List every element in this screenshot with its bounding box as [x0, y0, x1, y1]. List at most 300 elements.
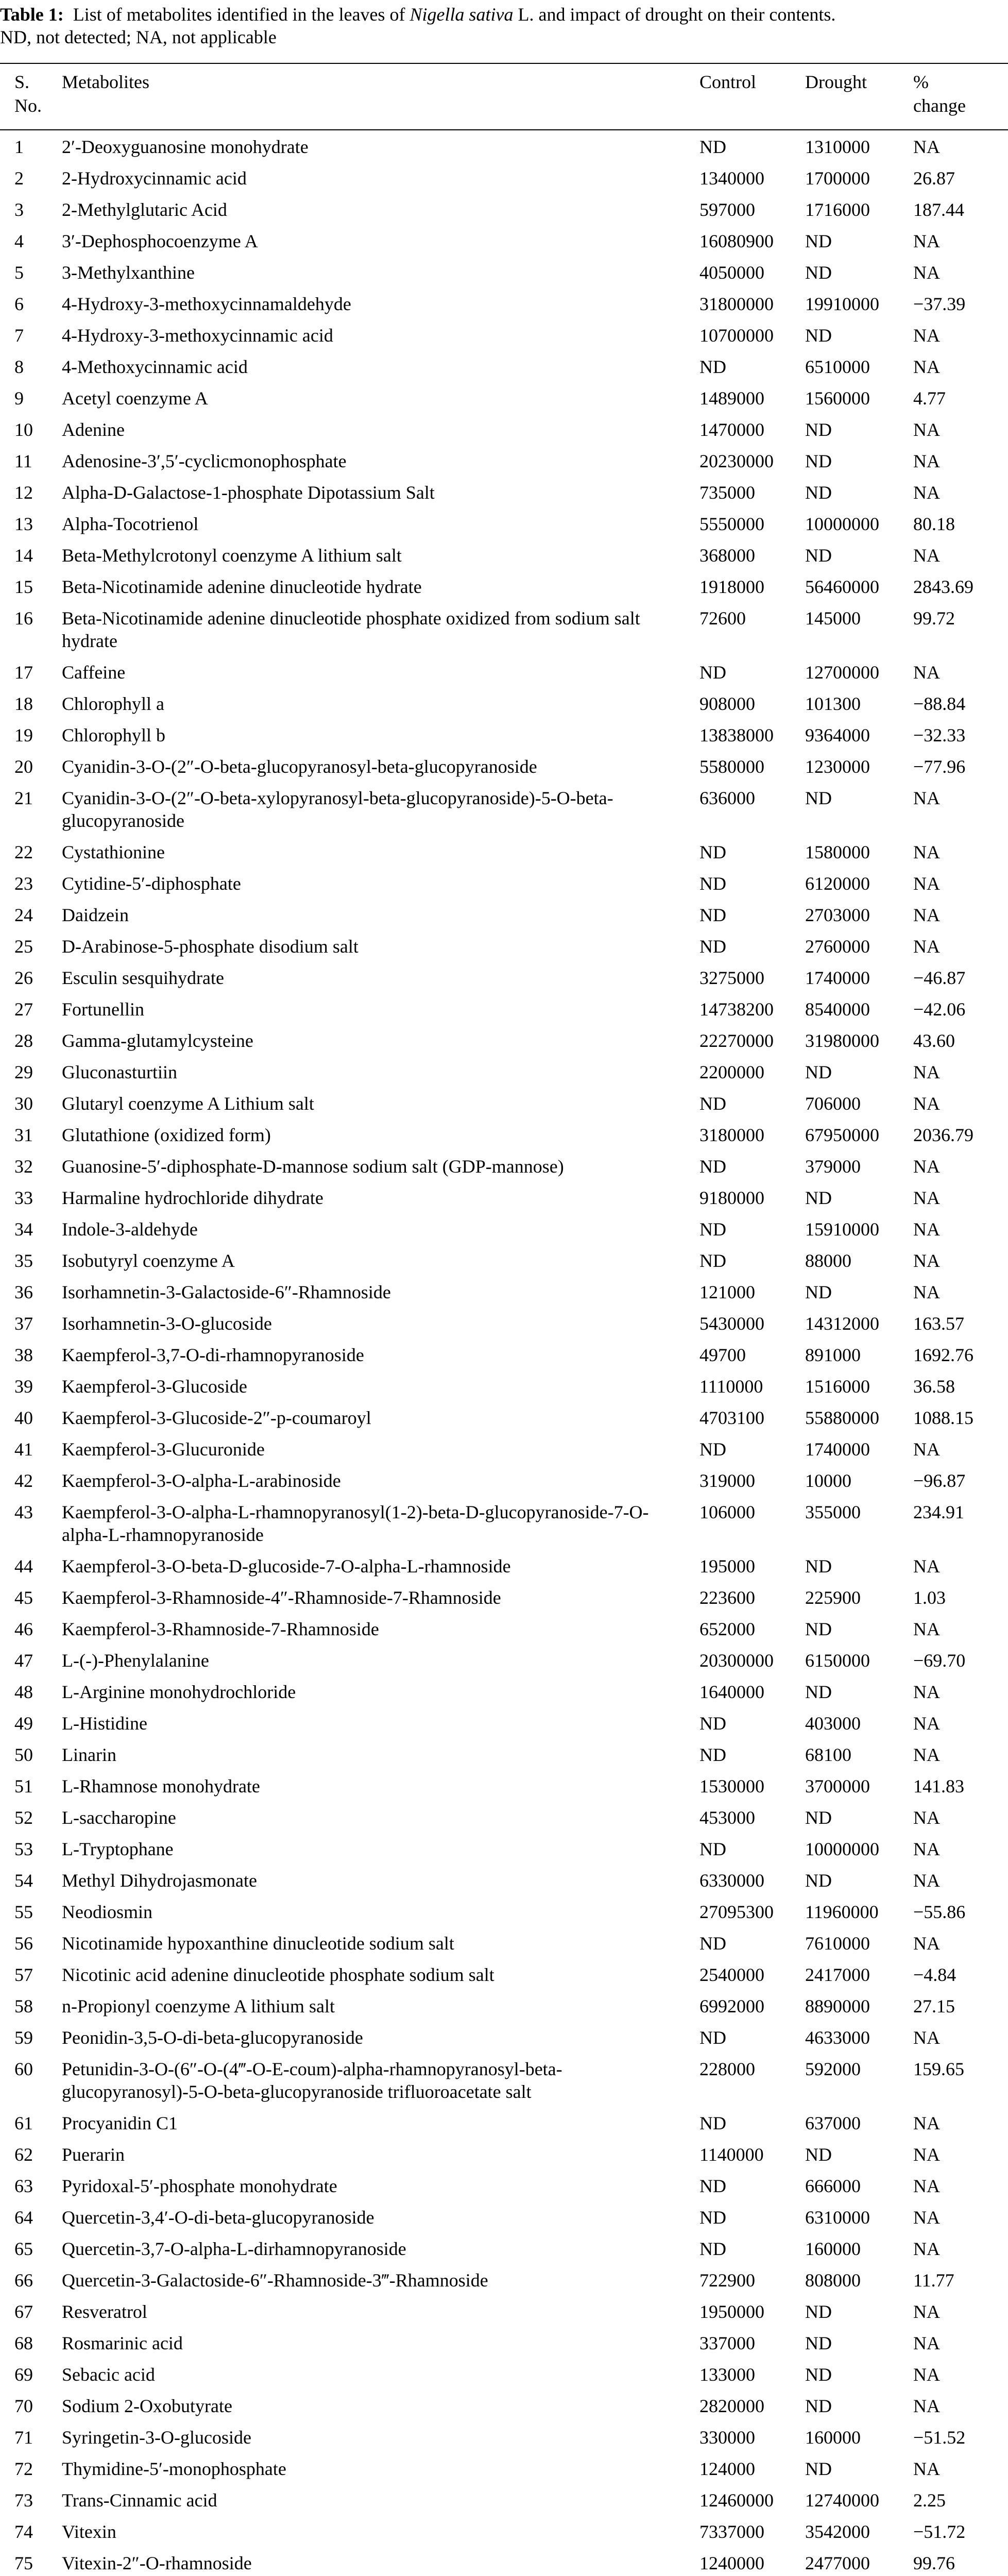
drought-value: 6510000 — [805, 357, 870, 377]
table-row — [0, 1929, 1008, 1961]
table-row — [0, 2141, 1008, 2172]
control-value: ND — [699, 1219, 726, 1240]
percent-change: NA — [913, 1807, 940, 1828]
row-number: 12 — [14, 482, 33, 503]
control-value: 121000 — [699, 1282, 755, 1302]
drought-value: ND — [805, 1807, 832, 1828]
control-value: ND — [699, 842, 726, 862]
drought-value: 6120000 — [805, 873, 870, 894]
control-value: 7337000 — [699, 2521, 764, 2542]
percent-change: −69.70 — [913, 1650, 966, 1671]
row-number: 53 — [14, 1839, 33, 1859]
row-number: 75 — [14, 2553, 33, 2573]
metabolite-name: Syringetin-3-O-glucoside — [62, 2427, 251, 2448]
table-row — [0, 1772, 1008, 1804]
percent-change: −46.87 — [913, 968, 966, 988]
metabolite-name: Cystathionine — [62, 842, 165, 862]
percent-change: NA — [913, 262, 940, 283]
metabolite-name: D-Arabinose-5-phosphate disodium salt — [62, 936, 358, 957]
row-number: 3 — [14, 199, 24, 220]
control-value: 1640000 — [699, 1682, 764, 1702]
drought-value: 403000 — [805, 1713, 861, 1734]
table-row — [0, 1435, 1008, 1467]
drought-value: 15910000 — [805, 1219, 879, 1240]
drought-value: ND — [805, 2396, 832, 2416]
header-change: % change — [913, 72, 966, 116]
row-number: 70 — [14, 2396, 33, 2416]
table-row — [0, 1898, 1008, 1929]
row-number: 40 — [14, 1408, 33, 1428]
drought-value: 1740000 — [805, 968, 870, 988]
row-number: 13 — [14, 514, 33, 534]
metabolite-name: L-Rhamnose monohydrate — [62, 1776, 260, 1797]
metabolite-name: Linarin — [62, 1744, 116, 1765]
row-number: 35 — [14, 1250, 33, 1271]
percent-change: NA — [913, 1839, 940, 1859]
table-row — [0, 384, 1008, 416]
table-row — [0, 353, 1008, 384]
metabolite-name: Pyridoxal-5′-phosphate monohydrate — [62, 2176, 337, 2196]
metabolite-name: Esculin sesquihydrate — [62, 968, 224, 988]
row-number: 48 — [14, 1682, 33, 1702]
table-row — [0, 964, 1008, 995]
percent-change: NA — [913, 2333, 940, 2353]
table-row — [0, 164, 1008, 196]
row-number: 14 — [14, 545, 33, 566]
row-number: 58 — [14, 1996, 33, 2016]
control-value: 16080900 — [699, 231, 774, 251]
drought-value: ND — [805, 2144, 832, 2165]
row-number: 44 — [14, 1556, 33, 1577]
row-number: 29 — [14, 1062, 33, 1082]
control-value: 228000 — [699, 2059, 755, 2079]
metabolite-name: L-saccharopine — [62, 1807, 176, 1828]
control-value: 72600 — [699, 608, 746, 629]
control-value: 330000 — [699, 2427, 755, 2448]
percent-change: NA — [913, 2364, 940, 2385]
percent-change: 43.60 — [913, 1030, 955, 1051]
drought-value: 8540000 — [805, 999, 870, 1020]
metabolite-name: L-Tryptophane — [62, 1839, 174, 1859]
metabolite-name: Beta-Nicotinamide adenine dinucleotide phosphate oxidized from sodium salt hydrate — [62, 608, 640, 651]
drought-value: ND — [805, 1188, 832, 1208]
table-row — [0, 1121, 1008, 1153]
row-number: 47 — [14, 1650, 33, 1671]
control-value: 5430000 — [699, 1313, 764, 1334]
row-number: 33 — [14, 1188, 33, 1208]
percent-change: 80.18 — [913, 514, 955, 534]
drought-value: 891000 — [805, 1345, 861, 1365]
table-caption — [0, 3, 1008, 48]
drought-value: ND — [805, 1619, 832, 1639]
percent-change: 26.87 — [913, 168, 955, 189]
row-number: 59 — [14, 2027, 33, 2048]
table-row — [0, 838, 1008, 870]
row-number: 74 — [14, 2521, 33, 2542]
control-value: 368000 — [699, 545, 755, 566]
control-value: ND — [699, 1933, 726, 1954]
row-number: 36 — [14, 1282, 33, 1302]
control-value: 5550000 — [699, 514, 764, 534]
table-row — [0, 2109, 1008, 2141]
percent-change: NA — [913, 936, 940, 957]
drought-value: 808000 — [805, 2270, 861, 2291]
table-row — [0, 2486, 1008, 2518]
control-value: 3180000 — [699, 1125, 764, 1145]
drought-value: ND — [805, 1682, 832, 1702]
table-row — [0, 1552, 1008, 1584]
table-row — [0, 1310, 1008, 1341]
row-number: 63 — [14, 2176, 33, 2196]
metabolite-name: Petunidin-3-O-(6″-O-(4‴-O-E-coum)-alpha-rhamnopyranosyl-beta-glucopyranosyl)-5-O-beta-glucopyranoside trifluoroacetate salt — [62, 2059, 562, 2102]
metabolites-table — [0, 133, 1008, 2576]
table-row — [0, 658, 1008, 690]
table-row — [0, 1184, 1008, 1215]
percent-change: NA — [913, 1282, 940, 1302]
metabolite-name: 3′-Dephosphocoenzyme A — [62, 231, 258, 251]
drought-value: 55880000 — [805, 1408, 879, 1428]
percent-change: NA — [913, 842, 940, 862]
metabolite-name: Kaempferol-3,7-O-di-rhamnopyranoside — [62, 1345, 364, 1365]
row-number: 19 — [14, 725, 33, 745]
control-value: 6330000 — [699, 1870, 764, 1891]
drought-value: 1230000 — [805, 756, 870, 777]
control-value: 9180000 — [699, 1188, 764, 1208]
metabolite-name: Daidzein — [62, 905, 129, 925]
metabolite-name: Beta-Nicotinamide adenine dinucleotide hydrate — [62, 577, 422, 597]
drought-value: ND — [805, 545, 832, 566]
control-value: 10700000 — [699, 325, 774, 346]
drought-value: ND — [805, 451, 832, 471]
control-value: ND — [699, 2207, 726, 2228]
row-number: 11 — [14, 451, 32, 471]
row-number: 2 — [14, 168, 24, 189]
percent-change: 2843.69 — [913, 577, 973, 597]
control-value: ND — [699, 1093, 726, 1114]
metabolite-name: L-(-)-Phenylalanine — [62, 1650, 209, 1671]
metabolite-name: Adenine — [62, 419, 125, 440]
control-value: ND — [699, 137, 726, 157]
percent-change: NA — [913, 873, 940, 894]
control-value: ND — [699, 1439, 726, 1460]
metabolite-name: 4-Methoxycinnamic acid — [62, 357, 248, 377]
drought-value: 56460000 — [805, 577, 879, 597]
row-number: 4 — [14, 231, 24, 251]
drought-value: ND — [805, 1282, 832, 1302]
row-number: 7 — [14, 325, 24, 346]
drought-value: 3700000 — [805, 1776, 870, 1797]
percent-change: 163.57 — [913, 1313, 964, 1334]
control-value: 652000 — [699, 1619, 755, 1639]
row-number: 55 — [14, 1902, 33, 1922]
table-row — [0, 690, 1008, 721]
control-value: ND — [699, 1744, 726, 1765]
drought-value: ND — [805, 1062, 832, 1082]
row-number: 56 — [14, 1933, 33, 1954]
metabolite-name: Glutaryl coenzyme A Lithium salt — [62, 1093, 314, 1114]
metabolite-name: Adenosine-3′,5′-cyclicmonophosphate — [62, 451, 347, 471]
percent-change: 99.72 — [913, 608, 955, 629]
table-row — [0, 1709, 1008, 1741]
table-row — [0, 933, 1008, 964]
drought-value: 355000 — [805, 1502, 861, 1522]
control-value: 49700 — [699, 1345, 746, 1365]
row-number: 60 — [14, 2059, 33, 2079]
table-row — [0, 1835, 1008, 1867]
control-value: 1950000 — [699, 2301, 764, 2322]
percent-change: NA — [913, 1188, 940, 1208]
table-row — [0, 259, 1008, 290]
drought-value: 1580000 — [805, 842, 870, 862]
row-number: 41 — [14, 1439, 33, 1460]
metabolite-name: Caffeine — [62, 662, 126, 683]
table-row — [0, 1584, 1008, 1615]
row-number: 61 — [14, 2113, 33, 2133]
drought-value: 67950000 — [805, 1125, 879, 1145]
drought-value: 12740000 — [805, 2490, 879, 2511]
percent-change: NA — [913, 1093, 940, 1114]
row-number: 38 — [14, 1345, 33, 1365]
metabolite-name: Kaempferol-3-Rhamnoside-7-Rhamnoside — [62, 1619, 379, 1639]
table-row — [0, 1027, 1008, 1058]
row-number: 46 — [14, 1619, 33, 1639]
drought-value: ND — [805, 788, 832, 808]
metabolite-name: Harmaline hydrochloride dihydrate — [62, 1188, 323, 1208]
row-number: 37 — [14, 1313, 33, 1334]
drought-value: 6150000 — [805, 1650, 870, 1671]
metabolite-name: Cyanidin-3-O-(2″-O-beta-glucopyranosyl-beta-glucopyranoside — [62, 756, 537, 777]
row-number: 24 — [14, 905, 33, 925]
metabolite-name: Trans-Cinnamic acid — [62, 2490, 217, 2511]
percent-change: 234.91 — [913, 1502, 964, 1522]
percent-change: NA — [913, 2396, 940, 2416]
percent-change: −88.84 — [913, 693, 966, 714]
row-number: 27 — [14, 999, 33, 1020]
drought-value: 8890000 — [805, 1996, 870, 2016]
percent-change: NA — [913, 1870, 940, 1891]
control-value: 124000 — [699, 2459, 755, 2479]
metabolite-name: Chlorophyll b — [62, 725, 166, 745]
metabolite-name: Sodium 2-Oxobutyrate — [62, 2396, 232, 2416]
drought-value: 10000000 — [805, 1839, 879, 1859]
row-number: 39 — [14, 1376, 33, 1397]
control-value: ND — [699, 1156, 726, 1177]
table-row — [0, 479, 1008, 510]
percent-change: NA — [913, 2207, 940, 2228]
drought-value: 12700000 — [805, 662, 879, 683]
metabolite-name: Indole-3-aldehyde — [62, 1219, 198, 1240]
metabolite-name: Thymidine-5′-monophosphate — [62, 2459, 286, 2479]
metabolite-name: Glutathione (oxidized form) — [62, 1125, 271, 1145]
percent-change: NA — [913, 1744, 940, 1765]
drought-value: 379000 — [805, 1156, 861, 1177]
table-row — [0, 1741, 1008, 1772]
row-number: 17 — [14, 662, 33, 683]
table-row — [0, 2298, 1008, 2329]
percent-change: NA — [913, 2027, 940, 2048]
caption-abbreviations: ND, not detected; NA, not applicable — [0, 27, 277, 47]
percent-change: NA — [913, 1250, 940, 1271]
table-row — [0, 1372, 1008, 1404]
metabolite-name: Peonidin-3,5-O-di-beta-glucopyranoside — [62, 2027, 363, 2048]
table-row — [0, 2266, 1008, 2298]
percent-change: −96.87 — [913, 1470, 966, 1491]
row-number: 22 — [14, 842, 33, 862]
metabolite-name: Nicotinamide hypoxanthine dinucleotide sodium salt — [62, 1933, 454, 1954]
metabolite-name: Quercetin-3-Galactoside-6″-Rhamnoside-3‴-Rhamnoside — [62, 2270, 488, 2291]
table-row — [0, 901, 1008, 933]
drought-value: ND — [805, 2364, 832, 2385]
metabolite-name: Cytidine-5′-diphosphate — [62, 873, 241, 894]
caption-text-after: L. and impact of drought on their contents. — [518, 4, 836, 25]
percent-change: NA — [913, 419, 940, 440]
drought-value: 666000 — [805, 2176, 861, 2196]
drought-value: 2477000 — [805, 2553, 870, 2573]
row-number: 42 — [14, 1470, 33, 1491]
table-row — [0, 1615, 1008, 1647]
percent-change: NA — [913, 2113, 940, 2133]
table-row — [0, 1992, 1008, 2024]
percent-change: 141.83 — [913, 1776, 964, 1797]
control-value: 908000 — [699, 693, 755, 714]
percent-change: 2.25 — [913, 2490, 946, 2511]
percent-change: NA — [913, 788, 940, 808]
header-metabolites: Metabolites — [62, 72, 149, 92]
metabolite-name: Puerarin — [62, 2144, 125, 2165]
control-value: 735000 — [699, 482, 755, 503]
control-value: 453000 — [699, 1807, 755, 1828]
drought-value: 68100 — [805, 1744, 851, 1765]
control-value: 195000 — [699, 1556, 755, 1577]
table-header — [0, 70, 1008, 127]
row-number: 18 — [14, 693, 33, 714]
metabolite-name: Kaempferol-3-O-alpha-L-rhamnopyranosyl(1-2)-beta-D-glucopyranoside-7-O-alpha-L-rhamnopyranoside — [62, 1502, 649, 1545]
control-value: 1240000 — [699, 2553, 764, 2573]
control-value: 12460000 — [699, 2490, 774, 2511]
row-number: 54 — [14, 1870, 33, 1891]
percent-change: NA — [913, 357, 940, 377]
control-value: 3275000 — [699, 968, 764, 988]
control-value: 133000 — [699, 2364, 755, 2385]
drought-value: ND — [805, 2333, 832, 2353]
table-row — [0, 1678, 1008, 1709]
percent-change: NA — [913, 1619, 940, 1639]
control-value: 20300000 — [699, 1650, 774, 1671]
drought-value: ND — [805, 1556, 832, 1577]
caption-label: Table 1: — [0, 4, 64, 25]
drought-value: ND — [805, 2301, 832, 2322]
header-drought: Drought — [805, 72, 867, 92]
control-value: 20230000 — [699, 451, 774, 471]
metabolite-name: L-Arginine monohydrochloride — [62, 1682, 296, 1702]
row-number: 45 — [14, 1587, 33, 1608]
table-body — [0, 133, 1008, 2576]
drought-value: 9364000 — [805, 725, 870, 745]
control-value: 14738200 — [699, 999, 774, 1020]
caption-text-before: List of metabolites identified in the leaves of — [73, 4, 405, 25]
control-value: 1918000 — [699, 577, 764, 597]
drought-value: 225900 — [805, 1587, 861, 1608]
table-row — [0, 2518, 1008, 2549]
row-number: 9 — [14, 388, 24, 409]
metabolite-name: Cyanidin-3-O-(2″-O-beta-xylopyranosyl-beta-glucopyranoside)-5-O-beta-glucopyranoside — [62, 788, 613, 831]
percent-change: 1088.15 — [913, 1408, 973, 1428]
table-row — [0, 133, 1008, 164]
drought-value: 592000 — [805, 2059, 861, 2079]
table-row — [0, 1215, 1008, 1247]
control-value: 106000 — [699, 1502, 755, 1522]
drought-value: 145000 — [805, 608, 861, 629]
control-value: ND — [699, 2027, 726, 2048]
metabolite-name: 2′-Deoxyguanosine monohydrate — [62, 137, 309, 157]
top-rule — [0, 63, 1008, 64]
metabolite-name: Vitexin-2″-O-rhamnoside — [62, 2553, 252, 2573]
drought-value: 160000 — [805, 2427, 861, 2448]
row-number: 49 — [14, 1713, 33, 1734]
drought-value: ND — [805, 419, 832, 440]
table-row — [0, 196, 1008, 227]
percent-change: −51.52 — [913, 2427, 966, 2448]
control-value: 4050000 — [699, 262, 764, 283]
metabolite-name: Gamma-glutamylcysteine — [62, 1030, 253, 1051]
row-number: 57 — [14, 1964, 33, 1985]
percent-change: NA — [913, 905, 940, 925]
control-value: 597000 — [699, 199, 755, 220]
drought-value: 31980000 — [805, 1030, 879, 1051]
row-number: 65 — [14, 2239, 33, 2259]
table-row — [0, 541, 1008, 573]
percent-change: −4.84 — [913, 1964, 956, 1985]
table-row — [0, 784, 1008, 838]
percent-change: 159.65 — [913, 2059, 964, 2079]
control-value: 1470000 — [699, 419, 764, 440]
metabolite-name: Methyl Dihydrojasmonate — [62, 1870, 257, 1891]
row-number: 34 — [14, 1219, 33, 1240]
row-number: 43 — [14, 1502, 33, 1522]
percent-change: −51.72 — [913, 2521, 966, 2542]
metabolite-name: Kaempferol-3-Glucoside-2″-p-coumaroyl — [62, 1408, 371, 1428]
metabolite-name: Quercetin-3,7-O-alpha-L-dirhamnopyranoside — [62, 2239, 406, 2259]
table-row — [0, 2024, 1008, 2055]
percent-change: 11.77 — [913, 2270, 954, 2291]
metabolite-name: 4-Hydroxy-3-methoxycinnamaldehyde — [62, 294, 351, 314]
percent-change: 99.76 — [913, 2553, 955, 2573]
control-value: 1140000 — [699, 2144, 764, 2165]
control-value: ND — [699, 2176, 726, 2196]
row-number: 64 — [14, 2207, 33, 2228]
metabolite-name: Kaempferol-3-Glucuronide — [62, 1439, 265, 1460]
metabolite-name: Gluconasturtiin — [62, 1062, 177, 1082]
percent-change: 1692.76 — [913, 1345, 973, 1365]
percent-change: NA — [913, 325, 940, 346]
drought-value: 706000 — [805, 1093, 861, 1114]
control-value: ND — [699, 2113, 726, 2133]
control-value: ND — [699, 2239, 726, 2259]
control-value: 1340000 — [699, 168, 764, 189]
percent-change: NA — [913, 231, 940, 251]
control-value: ND — [699, 1250, 726, 1271]
metabolite-name: Kaempferol-3-O-alpha-L-arabinoside — [62, 1470, 341, 1491]
table-row — [0, 321, 1008, 353]
control-value: 22270000 — [699, 1030, 774, 1051]
table-row — [0, 2455, 1008, 2486]
row-number: 31 — [14, 1125, 33, 1145]
metabolite-name: Neodiosmin — [62, 1902, 152, 1922]
table-row — [0, 2204, 1008, 2235]
metabolite-name: Kaempferol-3-O-beta-D-glucoside-7-O-alpha-L-rhamnoside — [62, 1556, 511, 1577]
caption-species: Nigella sativa — [409, 4, 514, 25]
control-value: ND — [699, 662, 726, 683]
